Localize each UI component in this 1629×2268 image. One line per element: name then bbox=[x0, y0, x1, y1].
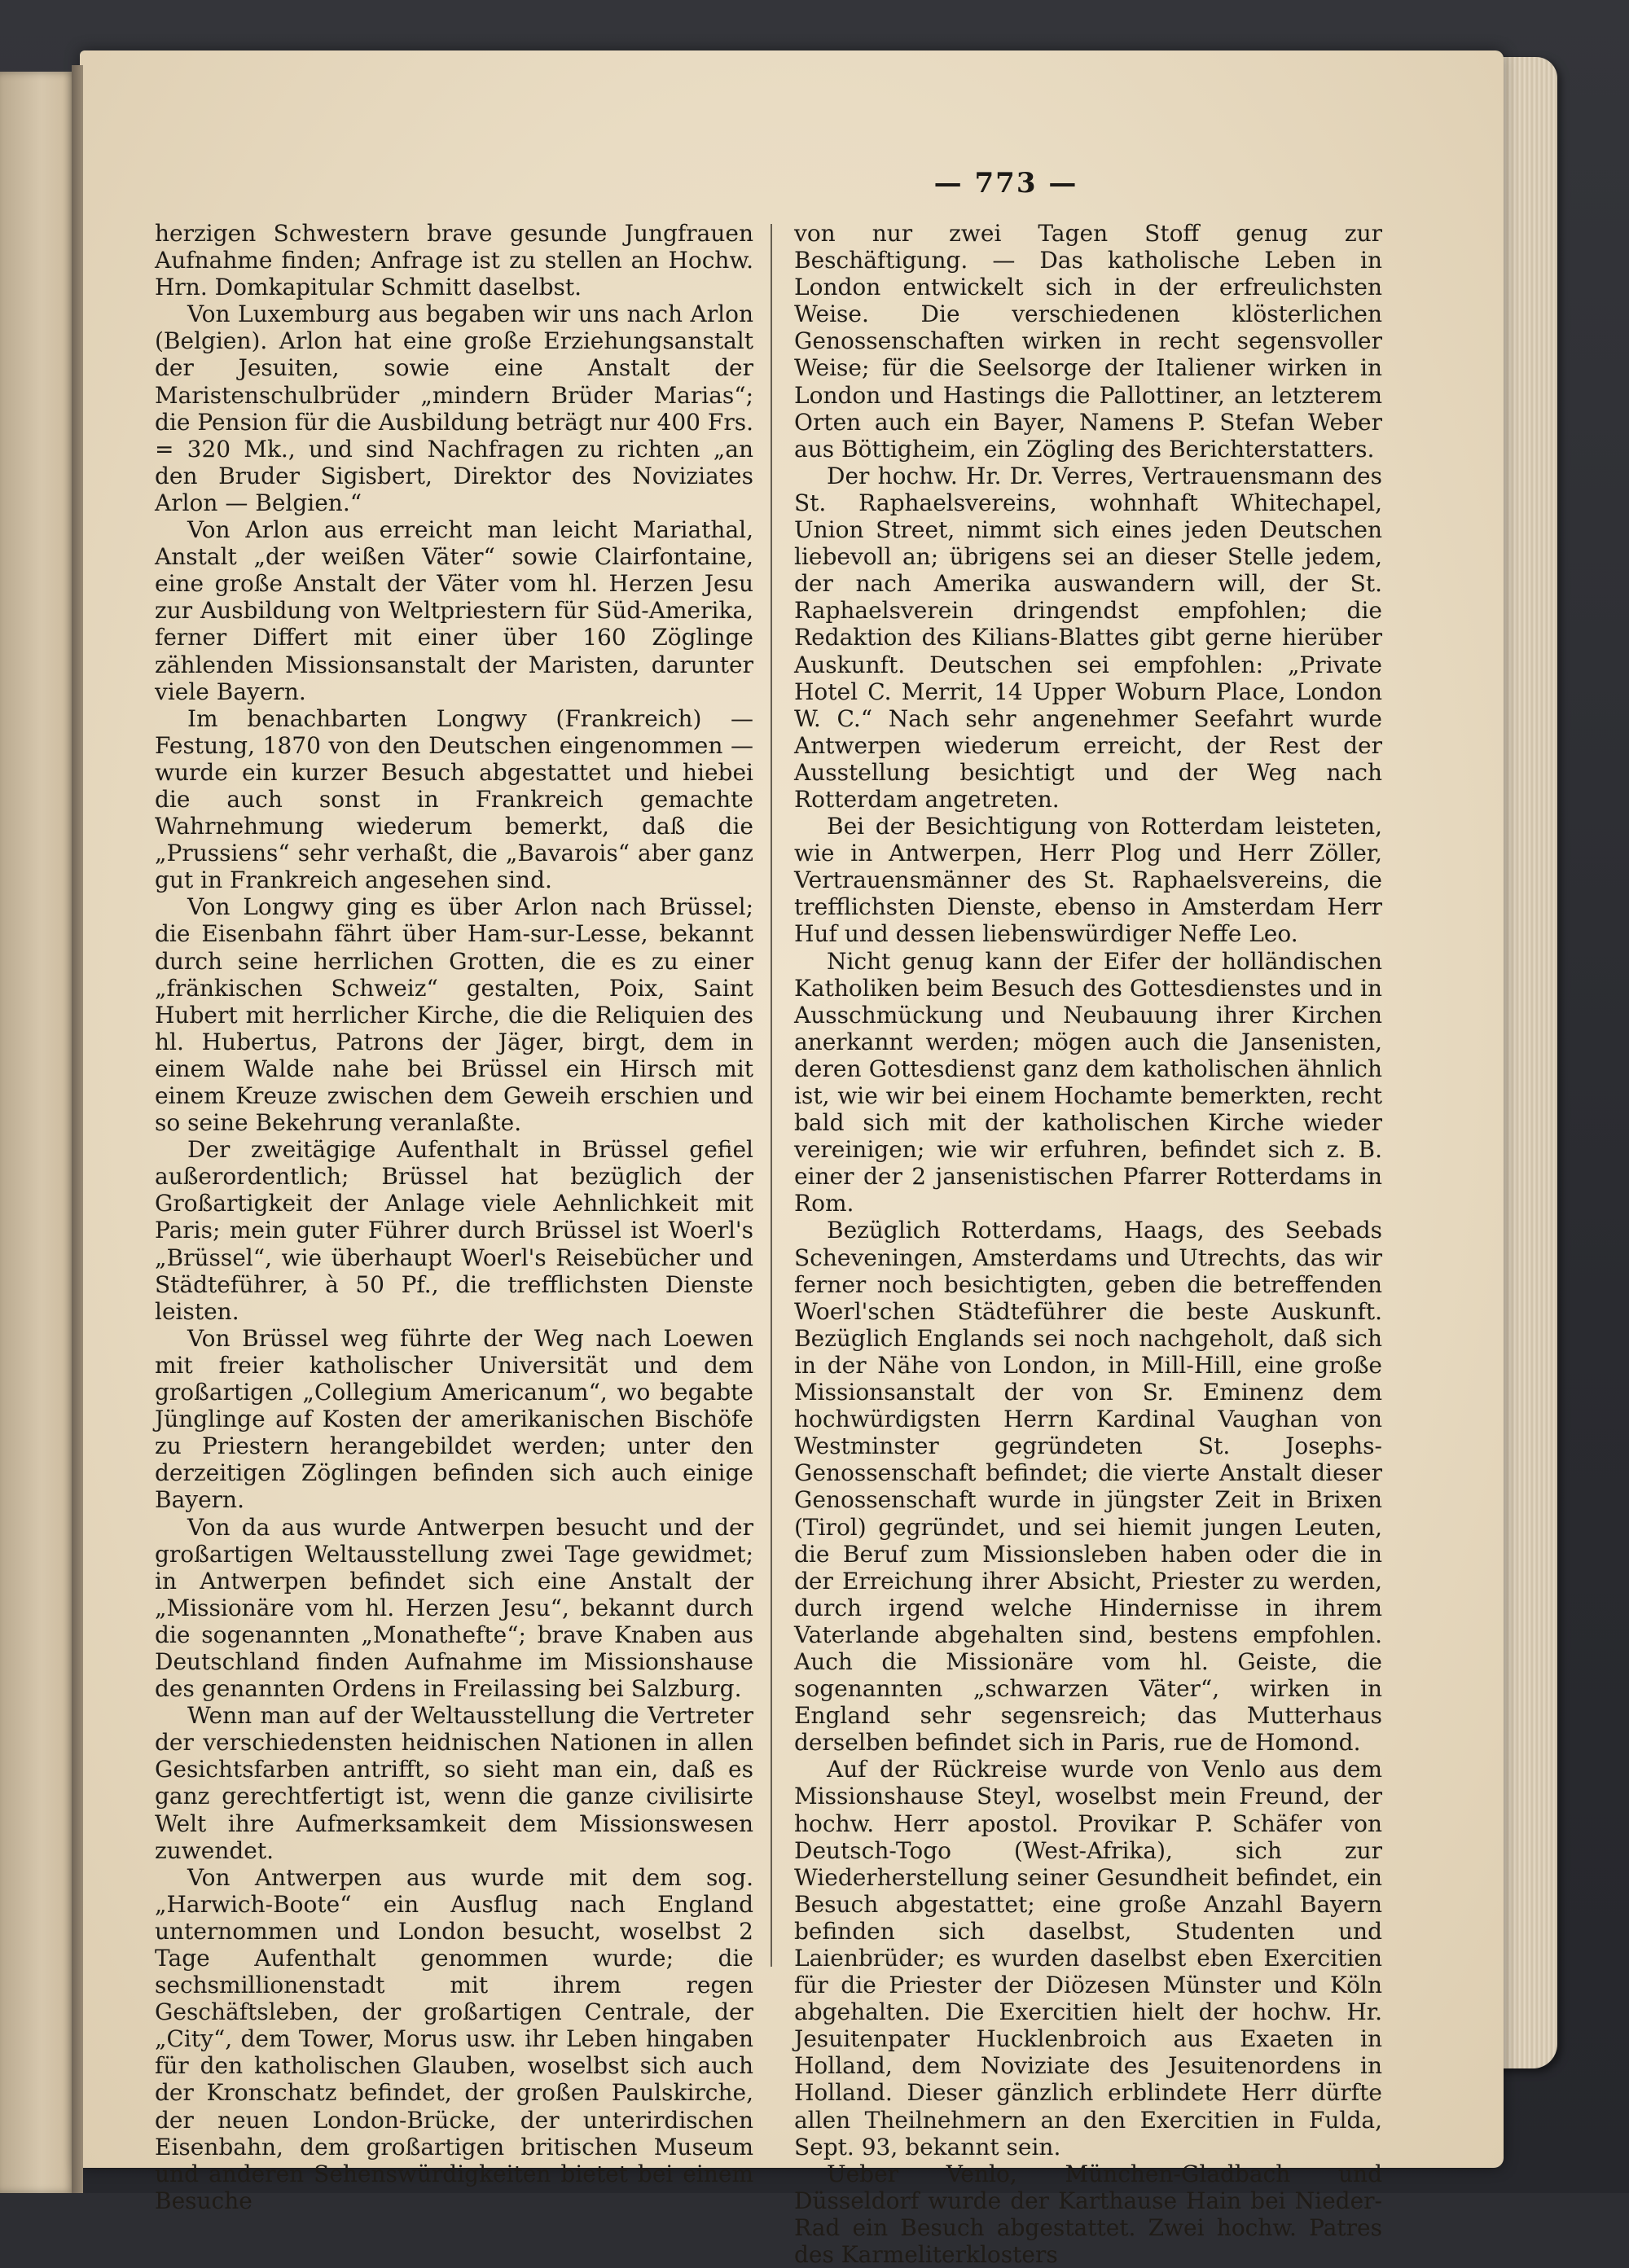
book-gutter bbox=[72, 65, 83, 2193]
paragraph: Der hochw. Hr. Dr. Verres, Vertrauensmann des St. Raphaelsvereins, wohnhaft Whitechapel, Union Street, nimmt sich eines jeden Deutschen liebevoll an; übrigens sei an dieser Stelle jedem, der nach Amerika auswandern will, der St. Raphaelsverein dringendst empfohlen; die Redaktion des Kilians-Blattes gibt gerne hierüber Auskunft. Deutschen sei empfohlen: „Private Hotel C. Merrit, 14 Upper Woburn Place, London W. C.“ Nach sehr angenehmer Seefahrt wurde Antwerpen wiederum erreicht, der Rest der Ausstellung besichtigt und der Weg nach Rotterdam angetreten. bbox=[794, 462, 1382, 813]
paragraph: Ueber Venlo, München-Gladbach und Düsseldorf wurde der Karthause Hain bei Nieder-Rad ein Besuch abgestattet. Zwei hochw. Patres des Karmeliterklosters bbox=[794, 2160, 1382, 2268]
paragraph: von nur zwei Tagen Stoff genug zur Beschäftigung. — Das katholische Leben in London entwickelt sich in der erfreulichsten Weise. Die verschiedenen klösterlichen Genossenschaften wirken in recht segensvoller Weise; für die Seelsorge der Italiener wirken in London und Hastings die Pallottiner, an letzterem Orten auch ein Bayer, Namens P. Stefan Weber aus Böttigheim, ein Zögling des Berichterstatters. bbox=[794, 220, 1382, 463]
paragraph: Bei der Besichtigung von Rotterdam leisteten, wie in Antwerpen, Herr Plog und Herr Zöller, Vertrauensmänner des St. Raphaelsvereins, die trefflichsten Dienste, ebenso in Amsterdam Herr Huf und dessen liebenswürdiger Neffe Leo. bbox=[794, 813, 1382, 948]
paragraph: Bezüglich Rotterdams, Haags, des Seebads Scheveningen, Amsterdams und Utrechts, das wir ferner noch besichtigten, geben die betreffenden Woerl'schen Städteführer die beste Auskunft. Bezüglich Englands sei noch nachgeholt, daß sich in der Nähe von London, in Mill-Hill, eine große Missionsanstalt der von Sr. Eminenz dem hochwürdigsten Herrn Kardinal Vaughan von Westminster gegründeten St. Josephs-Genossenschaft befindet; die vierte Anstalt dieser Genossenschaft wurde in jüngster Zeit in Brixen (Tirol) gegründet, und sei hiemit jungen Leuten, die Beruf zum Missionsleben haben oder die in der Erreichung ihrer Absicht, Priester zu werden, durch irgend welche Hindernisse in ihrem Vaterlande abgehalten sind, bestens empfohlen. Auch die Missionäre vom hl. Geiste, die sogenannten „schwarzen Väter“, wirken in England sehr segensreich; das Mutterhaus derselben befindet sich in Paris, rue de Homond. bbox=[794, 1217, 1382, 1757]
paragraph: Der zweitägige Aufenthalt in Brüssel gefiel außerordentlich; Brüssel hat bezüglich der Großartigkeit der Anlage viele Aehnlichkeit mit Paris; mein guter Führer durch Brüssel ist Woerl's „Brüssel“, wie überhaupt Woerl's Reisebücher und Städteführer, à 50 Pf., die trefflichsten Dienste leisten. bbox=[155, 1136, 753, 1325]
paragraph: Nicht genug kann der Eifer der holländischen Katholiken beim Besuch des Gottesdienstes und in Ausschmückung und Neubauung ihrer Kirchen anerkannt werden; mögen auch die Jansenisten, deren Gottesdienst ganz dem katholischen ähnlich ist, wie wir bei einem Hochamte bemerkten, recht bald sich mit der katholischen Kirche wieder vereinigen; wie wir erfuhren, befindet sich z. B. einer der 2 jansenistischen Pfarrer Rotterdams in Rom. bbox=[794, 947, 1382, 1217]
paragraph: herzigen Schwestern brave gesunde Jungfrauen Aufnahme finden; Anfrage ist zu stellen an Hochw. Hrn. Domkapitular Schmitt daselbst. bbox=[155, 220, 753, 301]
left-column bbox=[155, 220, 753, 2214]
page-number: — 773 — bbox=[933, 167, 1078, 200]
paragraph: Von Antwerpen aus wurde mit dem sog. „Harwich-Boote“ ein Ausflug nach England unternommen und London besucht, woselbst 2 Tage Aufenthalt genommen wurde; die sechsmillionenstadt mit ihrem regen Geschäftsleben, der großartigen Centrale, der „City“, dem Tower, Morus usw. ihr Leben hingaben für den katholischen Glauben, woselbst sich auch der Kronschatz befindet, der großen Paulskirche, der neuen London-Brücke, der unterirdischen Eisenbahn, dem großartigen britischen Museum und anderen Sehenswürdigkeiten bietet bei einem Besuche bbox=[155, 1863, 753, 2214]
left-page-edge bbox=[0, 72, 75, 2193]
paragraph: Von Brüssel weg führte der Weg nach Loewen mit freier katholischer Universität und dem großartigen „Collegium Americanum“, wo begabte Jünglinge auf Kosten der amerikanischen Bischöfe zu Priestern herangebildet werden; unter den derzeitigen Zöglingen befinden sich auch einige Bayern. bbox=[155, 1324, 753, 1514]
paragraph: Im benachbarten Longwy (Frankreich) — Festung, 1870 von den Deutschen eingenommen — wurde ein kurzer Besuch abgestattet und hiebei die auch sonst in Frankreich gemachte Wahrnehmung wiederum bemerkt, daß die „Prussiens“ sehr verhaßt, die „Bavarois“ aber ganz gut in Frankreich angesehen sind. bbox=[155, 704, 753, 894]
column-divider bbox=[771, 224, 772, 1967]
paragraph: Von Longwy ging es über Arlon nach Brüssel; die Eisenbahn fährt über Ham-sur-Lesse, bekannt durch seine herrlichen Grotten, die es zu einer „fränkischen Schweiz“ gestalten, Poix, Saint Hubert mit herrlicher Kirche, die die Reliquien des hl. Hubertus, Patrons der Jäger, birgt, dem in einem Walde nahe bei Brüssel ein Hirsch mit einem Kreuze zwischen dem Geweih erschien und so seine Bekehrung veranlaßte. bbox=[155, 893, 753, 1137]
paragraph: Wenn man auf der Weltausstellung die Vertreter der verschiedensten heidnischen Nationen in allen Gesichtsfarben antrifft, so sieht man ein, daß es ganz gerechtfertigt ist, wenn die ganze civilisirte Welt ihre Aufmerksamkeit dem Missionswesen zuwendet. bbox=[155, 1702, 753, 1864]
paragraph: Auf der Rückreise wurde von Venlo aus dem Missionshause Steyl, woselbst mein Freund, der hochw. Herr apostol. Provikar P. Schäfer von Deutsch-Togo (West-Afrika), sich zur Wiederherstellung seiner Gesundheit befindet, ein Besuch abgestattet; eine große Anzahl Bayern befinden sich daselbst, Studenten und Laienbrüder; es wurden daselbst eben Exercitien für die Priester der Diözesen Münster und Köln abgehalten. Die Exercitien hielt der hochw. Hr. Jesuitenpater Hucklenbroich aus Exaeten in Holland, dem Noviziate des Jesuitenordens in Holland. Dieser gänzlich erblindete Herr dürfte allen Theilnehmern an den Exercitien in Fulda, Sept. 93, bekannt sein. bbox=[794, 1756, 1382, 2161]
right-column bbox=[794, 220, 1382, 2268]
paragraph: Von Arlon aus erreicht man leicht Mariathal, Anstalt „der weißen Väter“ sowie Clairfontaine, eine große Anstalt der Väter vom hl. Herzen Jesu zur Ausbildung von Weltpriestern für Süd-Amerika, ferner Differt mit einer über 160 Zöglinge zählenden Missionsanstalt der Maristen, darunter viele Bayern. bbox=[155, 516, 753, 705]
paragraph: Von Luxemburg aus begaben wir uns nach Arlon (Belgien). Arlon hat eine große Erziehungsanstalt der Jesuiten, sowie eine Anstalt der Maristenschulbrüder „mindern Brüder Marias“; die Pension für die Ausbildung beträgt nur 400 Frs. = 320 Mk., und sind Nachfragen zu richten „an den Bruder Sigisbert, Direktor des Noviziates Arlon — Belgien.“ bbox=[155, 300, 753, 516]
paragraph: Von da aus wurde Antwerpen besucht und der großartigen Weltausstellung zwei Tage gewidmet; in Antwerpen befindet sich eine Anstalt der „Missionäre vom hl. Herzen Jesu“, bekannt durch die sogenannten „Monathefte“; brave Knaben aus Deutschland finden Aufnahme im Missionshause des genannten Ordens in Freilassing bei Salzburg. bbox=[155, 1513, 753, 1703]
